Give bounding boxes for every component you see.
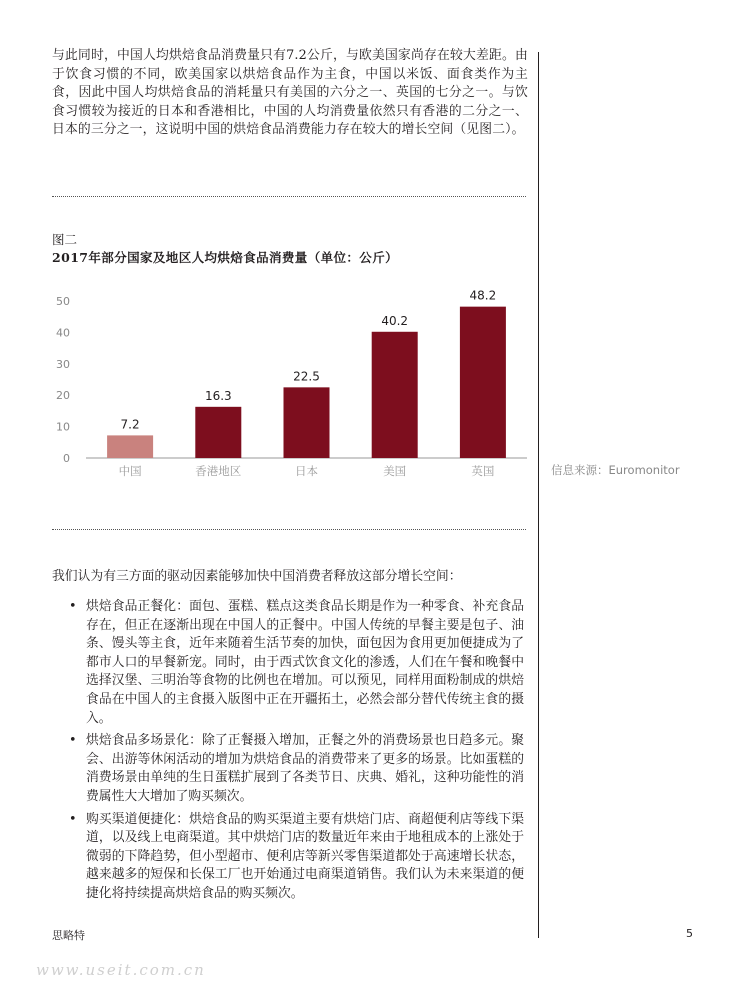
bar-value-label: 22.5 (293, 369, 320, 384)
y-tick-label: 50 (56, 295, 70, 308)
list-item (52, 598, 524, 728)
lead-sentence: 我们认为有三方面的驱动因素能够加快中国消费者释放这部分增长空间： (52, 569, 462, 584)
intro-paragraph: 与此同时，中国人均烘焙食品消费量只有7.2公斤，与欧美国家尚存在较大差距。由于饮食习惯的不同，欧美国家以烘焙食品作为主食，中国以米饭、面食类作为主食，因此中国人均烘焙食品的消耗量只有美国的六分之一、英国的七分之一。与饮食习惯较为接近的日本和香港相比，中国的人均消费量依然只有香港的二分之一、日本的三分之一，这说明中国的烘焙食品消费能力存在较大的增长空间（见图二）。 (52, 48, 528, 138)
x-category-label: 美国 (383, 464, 407, 478)
bar (372, 332, 418, 458)
page-number: 5 (686, 927, 693, 940)
x-category-label: 中国 (118, 464, 142, 478)
figure-source: 信息来源：Euromonitor (551, 463, 680, 477)
list-item-text: 烘焙食品正餐化：面包、蛋糕、糕点这类食品长期是作为一种零食、补充食品存在，但正在逐渐出现在中国人的正餐中。中国人传统的早餐主要是包子、油条、馒头等主食，近年来随着生活节奏的加快，面包因为食用更加便捷成为了都市人口的早餐新宠。同时，由于西式饮食文化的渗透，人们在午餐和晚餐中选择汉堡、三明治等食物的比例也在增加。可以预见，同样用面粉制成的烘焙食品在中国人的主食摄入版图中正在开疆拓土，必然会部分替代传统主食的摄入。 (86, 599, 524, 726)
figure-label: 图二 (52, 232, 78, 247)
y-tick-label: 10 (56, 420, 70, 434)
watermark: www.useit.com.cn (36, 961, 206, 979)
column-divider (538, 52, 539, 938)
y-tick-label: 30 (56, 357, 70, 371)
bullet-icon: • (69, 811, 77, 827)
bar (195, 407, 241, 458)
x-category-label: 英国 (471, 464, 495, 478)
list-item-text: 烘焙食品多场景化：除了正餐摄入增加，正餐之外的消费场景也日趋多元。聚会、出游等休闲活动的增加为烘焙食品的消费带来了更多的场景。比如蛋糕的消费场景由单纯的生日蛋糕扩展到了各类节日、庆典、婚礼，这种功能性的消费属性大大增加了购买频次。 (86, 733, 524, 804)
bar (107, 435, 153, 458)
bar-value-label: 16.3 (204, 388, 232, 403)
bar (284, 387, 330, 458)
dotted-separator-bottom (52, 529, 526, 530)
x-category-label: 香港地区 (195, 464, 242, 478)
bar-chart (0, 280, 540, 485)
dotted-separator-top (52, 196, 526, 197)
y-tick-label: 40 (56, 326, 70, 340)
bullet-icon: • (69, 733, 77, 749)
bar (460, 307, 506, 458)
bar-value-label: 40.2 (381, 313, 409, 328)
list-item-text: 购买渠道便捷化：烘焙食品的购买渠道主要有烘焙门店、商超便利店等线下渠道，以及线上电商渠道。其中烘焙门店的数量近年来由于地租成本的上涨处于微弱的下降趋势，但小型超市、便利店等新兴零售渠道都处于高速增长状态，越来越多的短保和长保工厂也开始通过电商渠道销售。我们认为未来渠道的便捷化将持续提高烘焙食品的购买频次。 (86, 811, 524, 901)
bullet-icon: • (69, 599, 77, 614)
bar-value-label: 7.2 (120, 417, 140, 432)
list-item (52, 811, 524, 904)
driver-list (52, 598, 524, 908)
x-category-label: 日本 (295, 464, 318, 478)
list-item (52, 732, 524, 806)
y-tick-label: 20 (56, 389, 70, 403)
footer-brand: 思略特 (52, 929, 85, 942)
figure-title: 2017年部分国家及地区人均烘焙食品消费量（单位：公斤） (52, 250, 398, 265)
y-tick-label: 0 (63, 452, 70, 465)
bar-value-label: 48.2 (469, 288, 497, 303)
